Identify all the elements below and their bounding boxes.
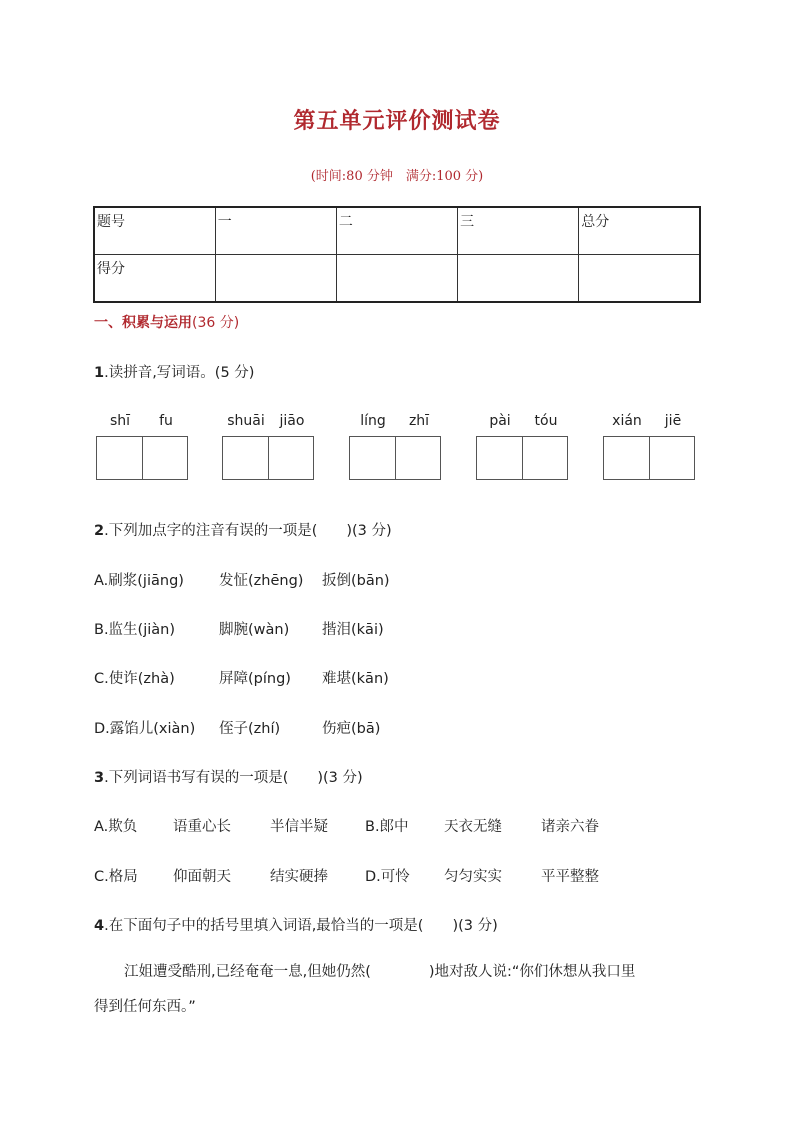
header-cell: 三 (458, 207, 579, 255)
option-c-word1: C.使诈(zhà) (94, 671, 175, 687)
pinyin-label: shī (109, 413, 131, 429)
answer-cell[interactable] (477, 437, 522, 479)
table-row (94, 207, 700, 255)
question-4 (94, 914, 498, 935)
answer-cell[interactable] (522, 437, 568, 479)
word-item: D.可怜 (365, 869, 410, 885)
word-item: 诸亲六眷 (541, 819, 599, 835)
option-b-word1: B.监生(jiàn) (94, 622, 176, 638)
question-text: .读拼音,写词语。(5 分) (104, 365, 255, 381)
answer-box[interactable] (349, 436, 441, 480)
pinyin-label: pài (489, 413, 511, 429)
option-a-word2: 发怔(zhēng) (219, 573, 304, 589)
word-item: 半信半疑 (270, 819, 328, 835)
word-item: 语重心长 (173, 819, 231, 835)
header-cell: 二 (336, 207, 457, 255)
score-table (93, 206, 701, 303)
option-c-word3: 难堪(kān) (322, 671, 389, 687)
pinyin-label: tóu (534, 413, 558, 429)
passage-line-2: 得到任何东西。” (94, 999, 196, 1015)
word-item: 结实硬捧 (270, 869, 328, 885)
word-item: 匀匀实实 (444, 869, 502, 885)
answer-box[interactable] (476, 436, 568, 480)
answer-box[interactable] (222, 436, 314, 480)
pinyin-label: zhī (408, 413, 430, 429)
header-cell: 总分 (579, 207, 700, 255)
section-title: 一、积累与运用 (94, 315, 192, 331)
question-text: .下列词语书写有误的一项是( )(3 分) (104, 770, 363, 786)
answer-cell[interactable] (97, 437, 142, 479)
question-text: .在下面句子中的括号里填入词语,最恰当的一项是( )(3 分) (104, 918, 498, 934)
pinyin-label: líng (360, 413, 386, 429)
answer-cell[interactable] (268, 437, 314, 479)
page-title: 第五单元评价测试卷 (293, 108, 501, 134)
word-item: 天衣无缝 (444, 819, 502, 835)
question-text: .下列加点字的注音有误的一项是( )(3 分) (104, 523, 392, 539)
question-3 (94, 766, 363, 787)
answer-cell[interactable] (649, 437, 695, 479)
word-item: 平平整整 (541, 869, 599, 885)
pinyin-label: jiāo (279, 413, 305, 429)
question-number: 3 (94, 770, 105, 786)
question-number: 1 (94, 365, 105, 381)
word-item: A.欺负 (94, 819, 138, 835)
option-d-word2: 侄子(zhí) (219, 721, 281, 737)
answer-cell[interactable] (395, 437, 441, 479)
pinyin-label: jiē (664, 413, 682, 429)
row-label-cell: 得分 (94, 255, 215, 303)
word-item: 仰面朝天 (173, 869, 231, 885)
pinyin-label: xián (612, 413, 642, 429)
answer-cell[interactable] (604, 437, 649, 479)
passage-line-1: 江姐遭受酷刑,已经奄奄一息,但她仍然( )地对敌人说:“你们休想从我口里 (124, 964, 636, 980)
table-row (94, 255, 700, 303)
option-c-word2: 屏障(píng) (219, 671, 291, 687)
word-item: B.郎中 (365, 819, 409, 835)
answer-cell[interactable] (223, 437, 268, 479)
section-points: (36 分) (192, 315, 240, 331)
answer-box[interactable] (603, 436, 695, 480)
header-cell: 题号 (94, 207, 215, 255)
option-d-word3: 伤疤(bā) (322, 721, 381, 737)
score-cell (579, 255, 700, 303)
score-cell (215, 255, 336, 303)
answer-cell[interactable] (350, 437, 395, 479)
question-2 (94, 519, 392, 540)
question-1 (94, 361, 254, 382)
option-b-word2: 脚腕(wàn) (219, 622, 290, 638)
score-cell (336, 255, 457, 303)
answer-box[interactable] (96, 436, 188, 480)
score-cell (458, 255, 579, 303)
answer-cell[interactable] (142, 437, 188, 479)
question-number: 4 (94, 918, 105, 934)
option-a-word3: 扳倒(bān) (322, 573, 390, 589)
exam-info: (时间:80 分钟 满分:100 分) (310, 169, 484, 184)
word-item: C.格局 (94, 869, 138, 885)
header-cell: 一 (215, 207, 336, 255)
pinyin-label: shuāi (227, 413, 265, 429)
pinyin-label: fu (159, 413, 173, 429)
option-b-word3: 揩泪(kāi) (322, 622, 384, 638)
option-a-word1: A.刷浆(jiāng) (94, 573, 184, 589)
option-d-word1: D.露馅儿(xiàn) (94, 721, 196, 737)
question-number: 2 (94, 523, 105, 539)
section-heading (94, 312, 239, 332)
